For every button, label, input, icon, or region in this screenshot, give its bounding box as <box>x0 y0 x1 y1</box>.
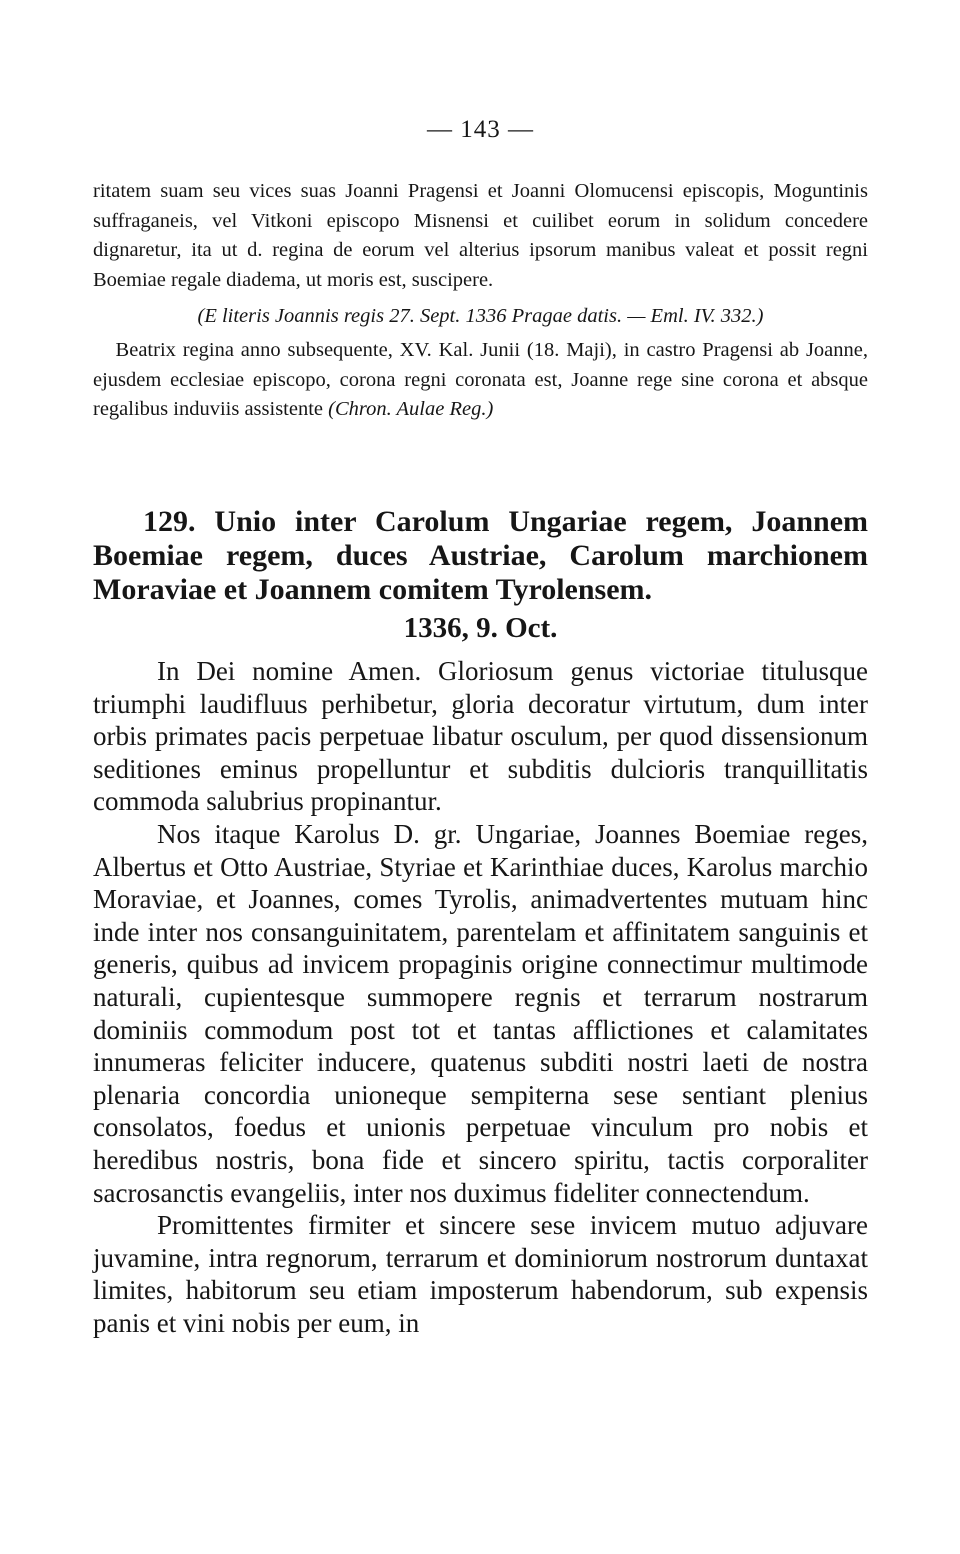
chronicle-citation: (Chron. Aulae Reg.) <box>328 398 494 421</box>
document-page <box>93 0 868 1554</box>
document-body <box>93 655 868 1339</box>
coronation-paragraph <box>93 336 868 425</box>
document-heading <box>93 505 868 607</box>
page-number: — 143 — <box>427 116 534 143</box>
document-number: 129. <box>143 505 196 538</box>
body-paragraph-2: Nos itaque Karolus D. gr. Ungariae, Joannes Boemiae reges, Albertus et Otto Austriae, Styriae et Karinthiae duces, Karolus marchio Moraviae, et Joannes, comes Tyrolis, animadvertentes mutuam hinc inde inter nos consanguinitatem, parentelam et affinitatem sanguinis et generis, quibus ad invicem propaginis origine connectimur multimode naturali, cupientesque summopere regnis et terrarum nostrarum dominiis commodum post tot et tantas afflictiones et calamitates innumeras feliciter inducere, quatenus subditi nostri laeti de nostra plenaria concordia unioneque sempiterna sese sentiant plenius consolatos, foedus et unionis perpetuae vinculum pro nobis et heredibus nostris, bona fide et sincero spiritu, tactis corporaliter sacrosanctis evangeliis, inter nos duximus fideliter connectendum. <box>93 818 868 1208</box>
document-title-line <box>93 505 868 607</box>
body-paragraph-3: Promittentes firmiter et sincere sese invicem mutuo adjuvare juvamine, intra regnorum, terrarum et dominiorum nostrorum duntaxat limites, habitorum seu etiam imposterum habendorum, sub expensis panis et vini nobis per eum, in <box>93 1210 868 1338</box>
body-paragraph-1: In Dei nomine Amen. Gloriosum genus victoriae titulusque triumphi laudifluus perhibetur, gloria decoratur virtutum, dum inter orbis primates pacis perpetuae libatur osculum, per quod dissensionum seditiones eminus propelluntur et subditis dulcioris tranquillitatis commoda salubrius propinantur. <box>93 656 868 817</box>
preceding-text-block <box>93 177 868 425</box>
document-date: 1336, 9. Oct. <box>403 612 558 644</box>
document-title: Unio inter Carolum Ungariae regem, Joannem Boemiae regem, duces Austriae, Carolum marchionem Moraviae et Joannem comitem Tyrolensem. <box>93 505 869 606</box>
coronation-text: Beatrix regina anno subsequente, XV. Kal. Junii (18. Maji), in castro Pragensi ab Joanne, ejusdem ecclesiae episcopo, corona regni coronata est, Joanne rege sine corona et absque regalibus induviis assistente <box>93 338 868 421</box>
source-note: (E literis Joannis regis 27. Sept. 1336 Pragae datis. — Eml. IV. 332.) <box>197 305 764 328</box>
preceding-paragraph: ritatem suam seu vices suas Joanni Pragensi et Joanni Olomucensi episcopis, Moguntinis suffraganeis, vel Vitkoni episcopo Misnensi et cuilibet eorum in solidum concedere dignaretur, ita ut d. regina de eorum vel alterius ipsorum manibus valeat et possit regni Boemiae regale diadema, ut moris est, suscipere. <box>93 180 868 291</box>
